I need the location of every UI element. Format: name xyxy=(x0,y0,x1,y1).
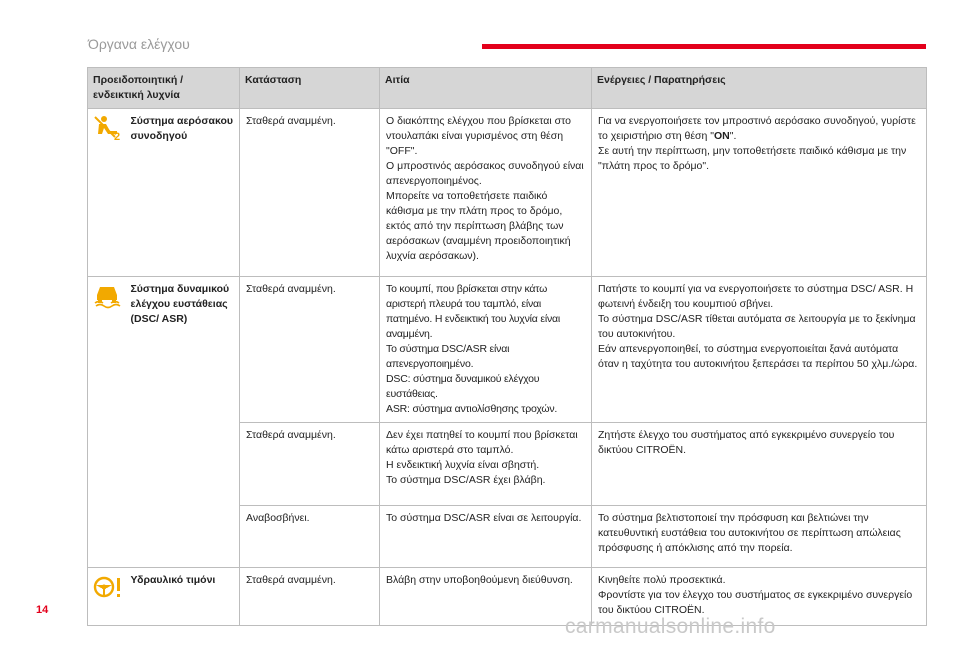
cause-text: Το σύστημα DSC/ASR είναι σε λειτουργία. xyxy=(386,512,582,524)
action-cell xyxy=(592,109,927,277)
indicator-name: Σύστημα δυναμικού ελέγχου ευστάθειας (DSC/ ASR) xyxy=(129,277,240,568)
column-header-actions: Ενέργειες / Παρατηρήσεις xyxy=(592,68,927,109)
warning-lights-table xyxy=(87,67,927,626)
action-text: Κινηθείτε πολύ προσεκτικά. xyxy=(598,574,726,586)
cause-cell xyxy=(380,109,592,277)
indicator-name: Υδραυλικό τιμόνι xyxy=(129,568,240,626)
cause-text: Το σύστημα DSC/ASR έχει βλάβη. xyxy=(386,474,546,486)
column-header-state: Κατάσταση xyxy=(240,68,380,109)
state-cell: Σταθερά αναμμένη. xyxy=(240,277,380,423)
power-steering-warning-icon xyxy=(93,574,123,600)
action-cell xyxy=(592,423,927,506)
page-header-title: Όργανα ελέγχου xyxy=(88,36,190,52)
action-text: ". xyxy=(729,130,737,142)
indicator-icon-cell xyxy=(88,277,129,568)
svg-text:2: 2 xyxy=(114,131,121,141)
table-row xyxy=(88,277,927,423)
cause-cell xyxy=(380,506,592,568)
cause-text: Το κουμπί, που βρίσκεται στην κάτω αριστερή πλευρά του ταμπλό, είναι πατημένο. Η ενδεικτική του λυχνία είναι αναμμένη. xyxy=(386,283,561,340)
cause-text: Ο διακόπτης ελέγχου που βρίσκεται στο ντουλαπάκι είναι γυρισμένος στη θέση xyxy=(386,115,571,142)
action-text: Ζητήστε έλεγχο του συστήματος από εγκεκριμένο συνεργείο του δικτύου CITROËN. xyxy=(598,429,895,456)
indicator-icon-cell xyxy=(88,109,129,277)
action-cell xyxy=(592,277,927,423)
cause-text: Δεν έχει πατηθεί το κουμπί που βρίσκεται κάτω αριστερά στο ταμπλό. xyxy=(386,429,578,456)
cause-text: Το σύστημα DSC/ASR είναι απενεργοποιημένο. xyxy=(386,343,510,370)
dsc-off-icon xyxy=(93,283,123,309)
cause-text: DSC: σύστημα δυναμικού ελέγχου ευστάθειας. xyxy=(386,373,540,400)
state-cell: Σταθερά αναμμένη. xyxy=(240,109,380,277)
watermark: carmanualsonline.info xyxy=(565,615,776,638)
cause-cell xyxy=(380,277,592,423)
action-text: Φροντίστε για τον έλεγχο του συστήματος σε εγκεκριμένο συνεργείο του δικτύου CITROËN. xyxy=(598,589,913,616)
cause-text: Βλάβη στην υποβοηθούμενη διεύθυνση. xyxy=(386,574,573,586)
cause-text: Μπορείτε να τοποθετήσετε παιδικό κάθισμα με την πλάτη προς το δρόμο, εκτός από την περίπτωση βλάβης των αερόσακων (αναμμένη προειδοποιητική λυχνία αερόσακων). xyxy=(386,190,571,262)
header-accent-bar xyxy=(482,44,926,49)
table-header-row xyxy=(88,68,927,109)
cause-cell xyxy=(380,423,592,506)
action-keyword: ON xyxy=(714,130,730,142)
page-number: 14 xyxy=(36,604,49,616)
action-text: Σε αυτή την περίπτωση, μην τοποθετήσετε παιδικό κάθισμα με την "πλάτη προς το δρόμο". xyxy=(598,145,907,172)
action-text: Το σύστημα βελτιστοποιεί την πρόσφυση και βελτιώνει την κατευθυντική ευστάθεια του αυτοκινήτου σε περίπτωση απώλειας πρόσφυσης ή απόκλισης από την πορεία. xyxy=(598,512,901,554)
cause-text: "OFF". xyxy=(386,145,418,157)
state-cell: Σταθερά αναμμένη. xyxy=(240,423,380,506)
table-row xyxy=(88,109,927,277)
action-text: Εάν απενεργοποιηθεί, το σύστημα ενεργοποιείται ξανά αυτόματα όταν η ταχύτητα του αυτοκινήτου ξεπεράσει τα περίπου 50 χλμ./ώρα. xyxy=(598,343,918,370)
table-row xyxy=(88,568,927,626)
state-cell: Αναβοσβήνει. xyxy=(240,506,380,568)
airbag-off-icon xyxy=(93,115,123,141)
action-text: Για να ενεργοποιήσετε τον μπροστινό αερόσακο συνοδηγού, γυρίστε το χειριστήριο στη θέση " xyxy=(598,115,916,142)
cause-cell xyxy=(380,568,592,626)
cause-text: Ο μπροστινός αερόσακος συνοδηγού είναι απενεργοποιημένος. xyxy=(386,160,584,187)
column-header-cause: Αιτία xyxy=(380,68,592,109)
cause-text: ASR: σύστημα αντιολίσθησης τροχών. xyxy=(386,403,558,415)
state-cell: Σταθερά αναμμένη. xyxy=(240,568,380,626)
action-text: Το σύστημα DSC/ASR τίθεται αυτόματα σε λειτουργία με το ξεκίνημα του αυτοκινήτου. xyxy=(598,313,916,340)
cause-text: Η ενδεικτική λυχνία είναι σβηστή. xyxy=(386,459,540,471)
indicator-name: Σύστημα αερόσακου συνοδηγού xyxy=(129,109,240,277)
indicator-icon-cell xyxy=(88,568,129,626)
action-cell xyxy=(592,506,927,568)
column-header-indicator: Προειδοποιητική / ενδεικτική λυχνία xyxy=(88,68,240,109)
action-text: Πατήστε το κουμπί για να ενεργοποιήσετε το σύστημα DSC/ ASR. Η φωτεινή ένδειξη του κουμπιού σβήνει. xyxy=(598,283,914,310)
